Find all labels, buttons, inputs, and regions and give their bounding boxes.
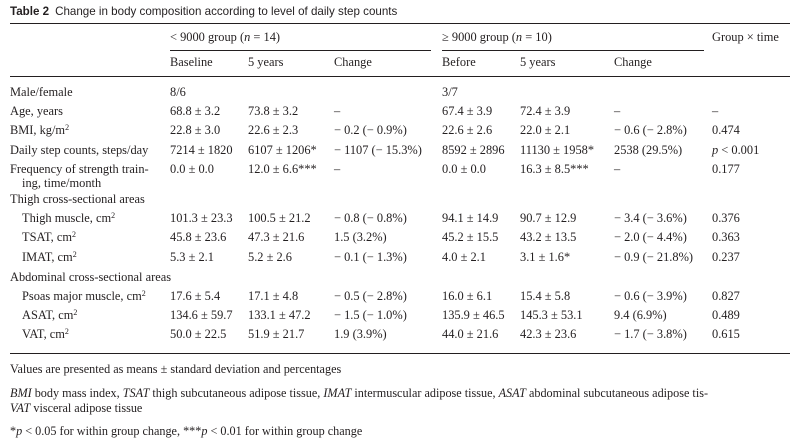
table-cell: 0.0 ± 0.0 (170, 162, 214, 176)
table-cell: − 0.9 (− 21.8%) (614, 250, 694, 264)
row-label-superscript: 2 (64, 327, 69, 336)
significance-text: < 0.05 for within group change, *** (22, 424, 202, 438)
table-cell: 145.3 ± 53.1 (520, 308, 583, 322)
table-cell: – (334, 162, 341, 176)
table-cell: 0.474 (712, 123, 740, 137)
row-label-superscript: 2 (111, 211, 116, 220)
table-cell: 68.8 ± 3.2 (170, 104, 221, 118)
row-label-text: Daily step counts, steps/day (10, 143, 149, 157)
table-cell: 44.0 ± 21.6 (442, 327, 499, 341)
row-label (22, 211, 115, 225)
group-high-n: n (515, 30, 523, 44)
abbrev-term: BMI (10, 386, 32, 400)
row-label-text: Frequency of strength train- (10, 162, 149, 176)
significance-text: < 0.01 for within group change (207, 424, 363, 438)
table-cell: 22.8 ± 3.0 (170, 123, 221, 137)
table-cell: 67.4 ± 3.9 (442, 104, 493, 118)
row-label (10, 192, 145, 206)
table-cell: 6107 ± 1206* (248, 143, 317, 157)
table-cell: 47.3 ± 21.6 (248, 230, 305, 244)
table-cell: 1.5 (3.2%) (334, 230, 387, 244)
table-cell: 45.8 ± 23.6 (170, 230, 227, 244)
p-symbol: p (16, 424, 23, 438)
row-label-superscript: 2 (72, 250, 77, 259)
abbrev-term: ASAT (498, 386, 526, 400)
row-label-text: IMAT, cm (22, 250, 73, 264)
subheader-low-change: Change (334, 55, 372, 69)
row-label-text: Thigh cross-sectional areas (10, 192, 145, 206)
table-cell: 8/6 (170, 85, 186, 99)
row-label-superscript: 2 (141, 289, 146, 298)
row-label-continuation: ing, time/month (22, 176, 102, 190)
row-label (22, 230, 76, 244)
table-cell: − 2.0 (− 4.4%) (614, 230, 687, 244)
abbrev-term: IMAT (323, 386, 352, 400)
row-label-text: Abdominal cross-sectional areas (10, 270, 172, 284)
table-cell: − 0.8 (− 0.8%) (334, 211, 407, 225)
group-low-pre: < 9000 group ( (170, 30, 245, 44)
note-abbreviations-2 (10, 401, 142, 415)
row-label (10, 123, 69, 137)
row-label (22, 289, 146, 303)
row-label (10, 85, 73, 99)
row-label (10, 143, 148, 157)
table-cell: 0.827 (712, 289, 740, 303)
table-cell: 8592 ± 2896 (442, 143, 505, 157)
table-cell: 94.1 ± 14.9 (442, 211, 499, 225)
table-cell: 15.4 ± 5.8 (520, 289, 571, 303)
note-values: Values are presented as means ± standard deviation and percentages (10, 362, 342, 376)
table-cell: 11130 ± 1958* (520, 143, 595, 157)
row-label-superscript: 2 (73, 308, 78, 317)
table-cell: 135.9 ± 46.5 (442, 308, 505, 322)
p-symbol: p (201, 424, 208, 438)
table-cell: 16.3 ± 8.5*** (520, 162, 589, 176)
row-label-text: VAT, cm (22, 327, 65, 341)
group-high-post: = 10) (522, 30, 552, 44)
abbrev-definition: visceral adipose tissue (30, 401, 143, 415)
table-cell: 2538 (29.5%) (614, 143, 683, 157)
table-cell: 16.0 ± 6.1 (442, 289, 493, 303)
table-cell: – (712, 104, 719, 118)
table-cell: 0.376 (712, 211, 740, 225)
abbrev-definition: abdominal subcutaneous adipose tis- (525, 386, 709, 400)
abbrev-definition: thigh subcutaneous adipose tissue, (149, 386, 324, 400)
table-cell: 45.2 ± 15.5 (442, 230, 499, 244)
header-rule (10, 76, 790, 77)
note-significance: *p < 0.05 for within group change, ***p < 0.01 for within group change (10, 424, 363, 438)
table-cell: 73.8 ± 3.2 (248, 104, 299, 118)
table-cell: 50.0 ± 22.5 (170, 327, 227, 341)
row-label-superscript: 2 (72, 230, 77, 239)
table-cell: 51.9 ± 21.7 (248, 327, 305, 341)
table-cell: 1.9 (3.9%) (334, 327, 387, 341)
table-cell: 0.177 (712, 162, 740, 176)
table-cell: 72.4 ± 3.9 (520, 104, 571, 118)
table-cell: 5.3 ± 2.1 (170, 250, 214, 264)
row-label-text: Age, years (10, 104, 63, 118)
table-cell: − 1.7 (− 3.8%) (614, 327, 687, 341)
table-cell: 22.6 ± 2.6 (442, 123, 493, 137)
table-cell: 0.363 (712, 230, 740, 244)
table-cell: 3/7 (442, 85, 458, 99)
bottom-rule (10, 353, 790, 354)
table-cell: 12.0 ± 6.6*** (248, 162, 317, 176)
table-cell: 5.2 ± 2.6 (248, 250, 292, 264)
table-cell: − 3.4 (− 3.6%) (614, 211, 687, 225)
abbrev-definition: body mass index, (31, 386, 123, 400)
table-cell: − 1107 (− 15.3%) (334, 143, 422, 157)
table-cell: 0.0 ± 0.0 (442, 162, 486, 176)
subheader-low-5y: 5 years (248, 55, 284, 69)
table-cell: 7214 ± 1820 (170, 143, 233, 157)
table-cell: 0.489 (712, 308, 740, 322)
abbrev-term: VAT (10, 401, 31, 415)
subheader-high-5y: 5 years (520, 55, 556, 69)
row-label-text: TSAT, cm (22, 230, 73, 244)
table-cell: 0.237 (712, 250, 740, 264)
table-cell: – (334, 104, 341, 118)
row-label (10, 162, 149, 190)
row-label (10, 270, 171, 284)
top-rule (10, 23, 790, 24)
group-high-pre: ≥ 9000 group ( (442, 30, 516, 44)
row-label (22, 250, 77, 264)
table-cell: − 0.2 (− 0.9%) (334, 123, 407, 137)
table-cell: 22.0 ± 2.1 (520, 123, 571, 137)
table-cell: − 0.6 (− 3.9%) (614, 289, 687, 303)
table-cell: − 0.1 (− 1.3%) (334, 250, 407, 264)
table-cell: − 1.5 (− 1.0%) (334, 308, 407, 322)
table-number: Table 2 (10, 5, 50, 18)
row-label (10, 104, 63, 118)
table-cell: – (614, 104, 621, 118)
table-cell: 43.2 ± 13.5 (520, 230, 577, 244)
subheader-baseline: Baseline (170, 55, 213, 69)
table-cell: 3.1 ± 1.6* (520, 250, 571, 264)
table-cell: 42.3 ± 23.6 (520, 327, 577, 341)
table-cell: – (614, 162, 621, 176)
row-label-text: Psoas major muscle, cm (22, 289, 142, 303)
table-cell: 9.4 (6.9%) (614, 308, 667, 322)
table-title: Change in body composition according to level of daily step counts (55, 5, 398, 18)
group-low-n: n (244, 30, 251, 44)
table-cell: 133.1 ± 47.2 (248, 308, 311, 322)
group-high-rule (442, 50, 704, 51)
table-cell: 17.1 ± 4.8 (248, 289, 299, 303)
table-cell: 4.0 ± 2.1 (442, 250, 486, 264)
table-cell: 0.615 (712, 327, 740, 341)
table-cell: 100.5 ± 21.2 (248, 211, 311, 225)
abbrev-term: TSAT (122, 386, 150, 400)
table-cell: − 0.6 (− 2.8%) (614, 123, 687, 137)
note-abbreviations (10, 386, 708, 400)
group-low-post: = 14) (250, 30, 281, 44)
table-cell: 90.7 ± 12.9 (520, 211, 577, 225)
row-label-text: Thigh muscle, cm (22, 211, 112, 225)
subheader-high-change: Change (614, 55, 652, 69)
table-cell: p < 0.001 (712, 143, 760, 157)
group-time-header: Group × time (712, 30, 779, 44)
table-cell: 101.3 ± 23.3 (170, 211, 233, 225)
table-cell: 17.6 ± 5.4 (170, 289, 221, 303)
row-label-text: ASAT, cm (22, 308, 74, 322)
group-header-high (442, 30, 552, 44)
row-label-text: BMI, kg/m (10, 123, 66, 137)
row-label (22, 327, 69, 341)
table-cell: 22.6 ± 2.3 (248, 123, 299, 137)
subheader-before: Before (442, 55, 476, 69)
group-header-low (170, 30, 280, 44)
row-label-superscript: 2 (65, 123, 70, 132)
table-caption (10, 2, 397, 22)
row-label-text: Male/female (10, 85, 73, 99)
table-cell: 134.6 ± 59.7 (170, 308, 233, 322)
abbrev-definition: intermuscular adipose tissue, (351, 386, 499, 400)
row-label (22, 308, 77, 322)
table-cell: − 0.5 (− 2.8%) (334, 289, 407, 303)
group-low-rule (170, 50, 431, 51)
